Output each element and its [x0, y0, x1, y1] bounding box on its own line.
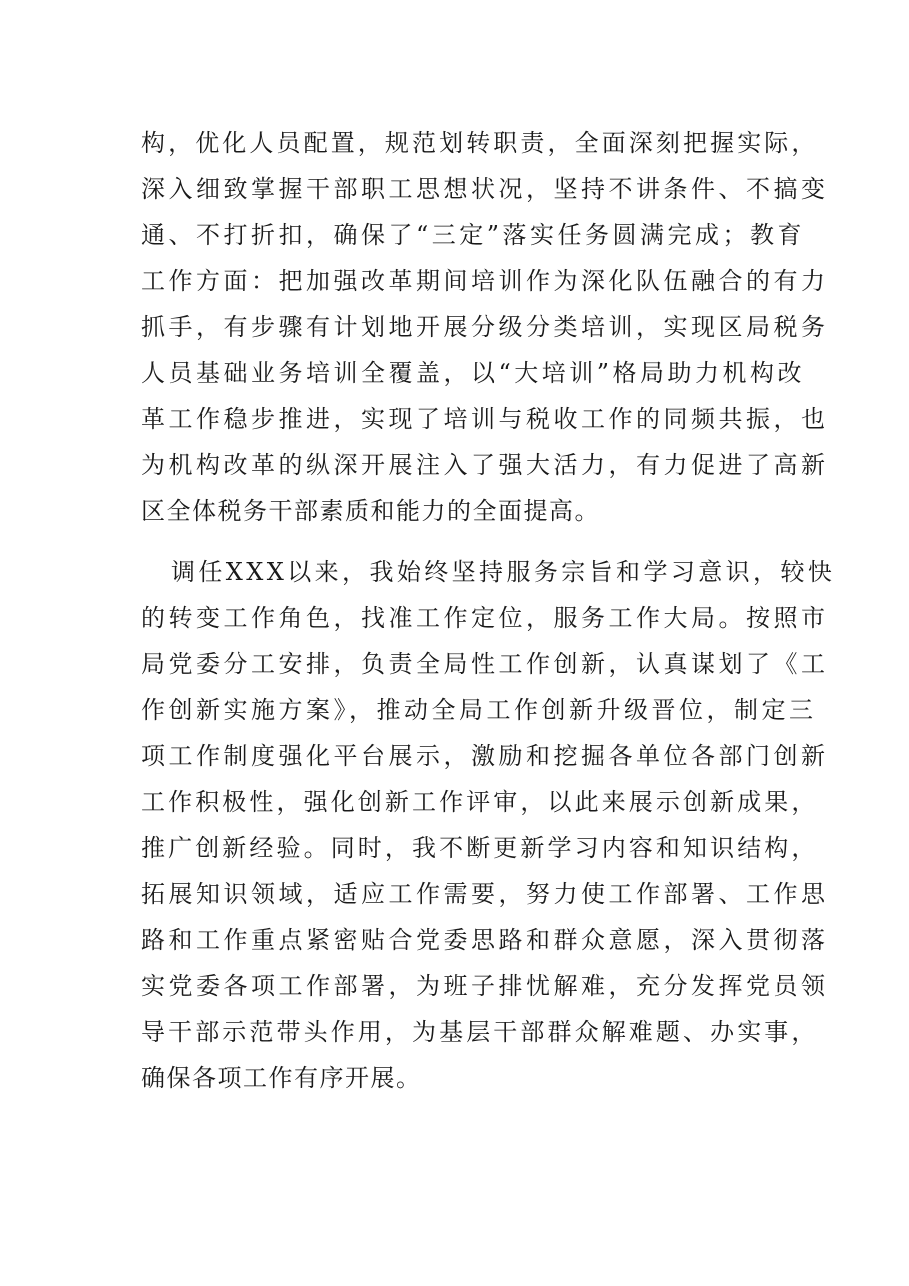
text-line: 作创新实施方案》，推动全局工作创新升级晋位，制定三 — [141, 696, 817, 724]
text-line: 实党委各项工作部署，为班子排忧解难，充分发挥党员领 — [141, 972, 829, 1000]
text-line: 路和工作重点紧密贴合党委思路和群众意愿，深入贯彻落 — [141, 926, 829, 954]
text-line: 导干部示范带头作用，为基层干部群众解难题、办实事， — [141, 1018, 819, 1046]
text-line: 通、不打折扣，确保了“三定”落实任务圆满完成；教育 — [141, 221, 806, 249]
text-line: 工作方面：把加强改革期间培训作为深化队伍融合的有力 — [141, 267, 829, 295]
text-line: 局党委分工安排，负责全局性工作创新，认真谋划了《工 — [141, 650, 829, 678]
text-line: 构，优化人员配置，规范划转职责，全面深刻把握实际， — [141, 129, 819, 157]
text-line: 项工作制度强化平台展示，激励和挖掘各单位各部门创新 — [141, 742, 829, 770]
text-line: 工作积极性，强化创新工作评审，以此来展示创新成果， — [141, 788, 819, 816]
text-line: 区全体税务干部素质和能力的全面提高。 — [141, 497, 600, 525]
text-line: 调任XXX以来，我始终坚持服务宗旨和学习意识，较快 — [171, 558, 836, 586]
text-line: 革工作稳步推进，实现了培训与税收工作的同频共振，也 — [141, 405, 829, 433]
text-line: 的转变工作角色，找准工作定位，服务工作大局。按照市 — [141, 604, 829, 632]
text-line: 拓展知识领域，适应工作需要，努力使工作部署、工作思 — [141, 880, 829, 908]
text-line: 深入细致掌握干部职工思想状况，坚持不讲条件、不搞变 — [141, 175, 829, 203]
text-line: 人员基础业务培训全覆盖，以“大培训”格局助力机构改 — [141, 359, 806, 387]
text-line: 推广创新经验。同时，我不断更新学习内容和知识结构， — [141, 834, 819, 862]
text-line: 抓手，有步骤有计划地开展分级分类培训，实现区局税务 — [141, 313, 829, 341]
text-line: 为机构改革的纵深开展注入了强大活力，有力促进了高新 — [141, 451, 829, 479]
text-line: 确保各项工作有序开展。 — [141, 1064, 422, 1092]
